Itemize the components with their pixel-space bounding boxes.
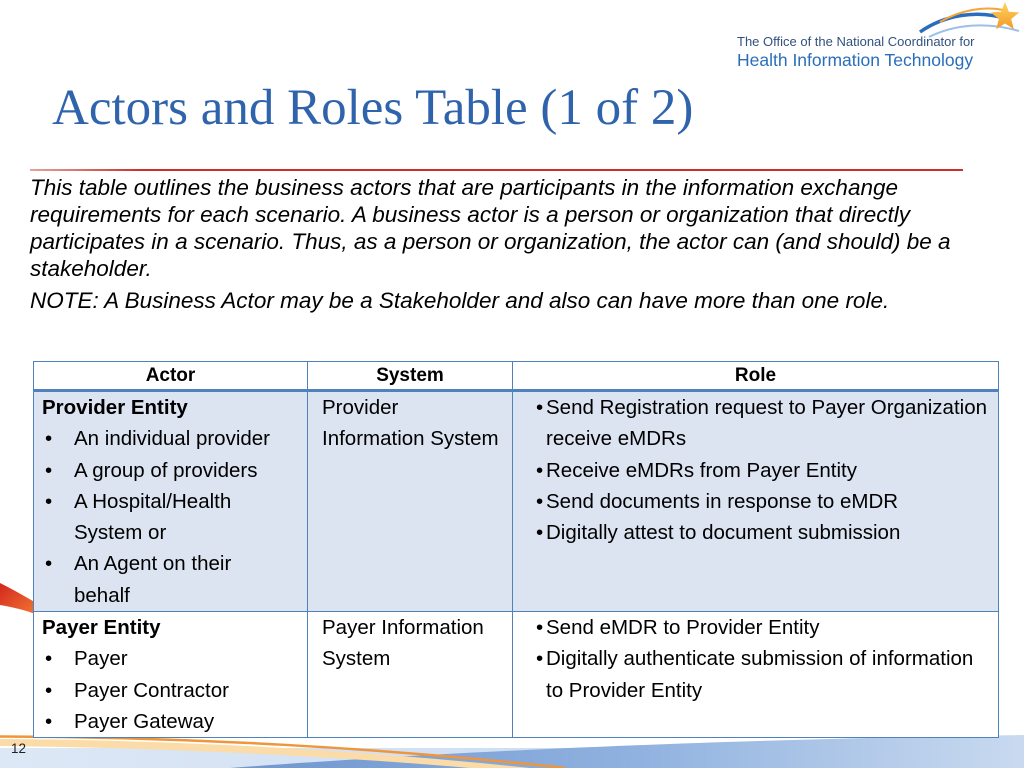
title-divider-line [30, 169, 963, 171]
bullet-icon [45, 643, 74, 674]
bullet-icon [45, 675, 74, 706]
logo-program-line: Health Information Technology [737, 50, 974, 70]
actor-list-item [45, 706, 307, 737]
role-list-item [536, 643, 998, 706]
table-header-row [34, 362, 998, 392]
table-row [34, 612, 998, 737]
actor-list-item [45, 643, 307, 674]
actor-list-item-text: A Hospital/Health System or [74, 489, 232, 545]
actor-list-item [45, 675, 307, 706]
role-list-item-text: Receive eMDRs from Payer Entity [546, 458, 858, 482]
table-row [34, 392, 998, 612]
note-paragraph: NOTE: A Business Actor may be a Stakeholder and also can have more than one role. [30, 288, 890, 313]
column-header-system: System [308, 362, 513, 389]
role-list-item-text: Send eMDR to Provider Entity [546, 616, 820, 639]
actor-list-item-text: Payer [74, 647, 128, 671]
column-header-actor: Actor [34, 362, 308, 389]
bullet-icon [536, 392, 546, 423]
actor-list-item [45, 455, 307, 486]
role-list-item-text: Send documents in response to eMDR [546, 489, 899, 513]
bullet-icon [45, 423, 74, 454]
actor-heading: Payer Entity [42, 616, 161, 639]
bullet-icon [536, 643, 546, 674]
actor-list-item [45, 423, 307, 454]
bullet-icon [45, 486, 74, 517]
role-list-item-text: Digitally authenticate submission of information to Provider Entity [546, 647, 974, 702]
role-list-item [536, 517, 998, 548]
logo-organization-line: The Office of the National Coordinator for [737, 34, 975, 49]
bullet-icon [45, 706, 74, 737]
system-text: Payer Information System [322, 616, 484, 671]
actor-cell [34, 612, 308, 737]
bullet-icon [536, 486, 546, 517]
role-cell [513, 612, 998, 737]
system-cell [308, 612, 513, 737]
role-cell [513, 392, 998, 611]
role-list-item [536, 486, 998, 517]
actor-heading: Provider Entity [42, 396, 188, 419]
actors-roles-table [33, 361, 999, 738]
bullet-icon [45, 455, 74, 486]
system-text: Provider Information System [322, 396, 499, 451]
bullet-icon [536, 517, 546, 548]
actor-list-item-text: Payer Contractor [74, 678, 229, 702]
actor-list-item-text: Payer Gateway [74, 709, 215, 733]
actor-list-item-text: An Agent on their behalf [74, 552, 232, 607]
role-list-item-text: Send Registration request to Payer Organization receive eMDRs [546, 396, 988, 451]
role-list-item [536, 455, 998, 486]
actor-list-item-text: A group of providers [74, 458, 258, 482]
role-list-item-text: Digitally attest to document submission [546, 521, 901, 545]
slide-title: Actors and Roles Table (1 of 2) [52, 80, 694, 136]
role-list-item [536, 612, 998, 643]
bullet-icon [536, 612, 546, 643]
intro-paragraph: This table outlines the business actors that are participants in the information exchange requirements for each scenario. A business actor is a person or organization that directly participates in a scenario. Thus, as a person or organization, the actor can (and should) be a stakeholder. [30, 175, 951, 281]
actor-list-item-text: An individual provider [74, 427, 271, 451]
actor-cell [34, 392, 308, 611]
page-number: 12 [11, 741, 27, 756]
actor-list-item [45, 486, 307, 549]
system-cell [308, 392, 513, 611]
role-list-item [536, 392, 998, 455]
column-header-role: Role [734, 365, 777, 386]
actor-list-item [45, 548, 307, 611]
bullet-icon [45, 548, 74, 579]
bullet-icon [536, 455, 546, 486]
